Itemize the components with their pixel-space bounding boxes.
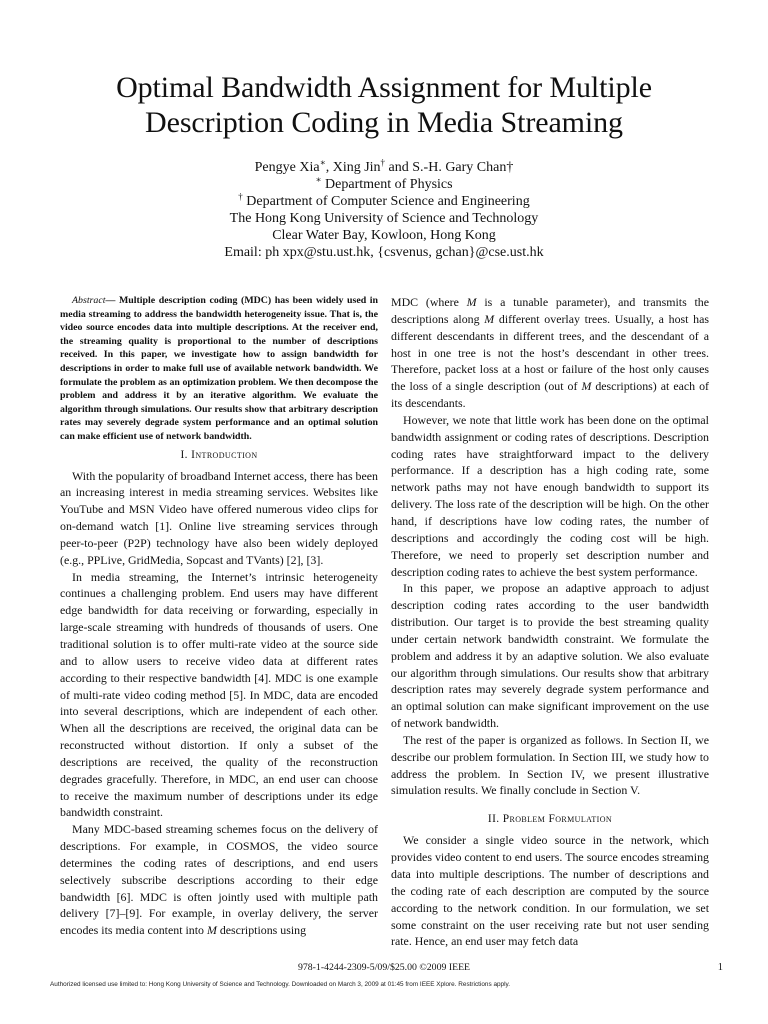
intro-paragraph-6: The rest of the paper is organized as follows. In Section II, we describe our problem formulation. In Section III, we study how to address the problem. In Section IV, we present illustrative simulation results. We finally conclude in Section V. — [391, 732, 709, 798]
affiliation-address: Clear Water Bay, Kowloon, Hong Kong — [272, 228, 496, 243]
affiliation-physics: ∗ Department of Physics — [315, 174, 453, 192]
intro-paragraph-5: In this paper, we propose an adaptive approach to adjust description coding rates according to the user bandwidth distribution. Our target is to provide the best streaming quality under certain network bandwidth constraint. We formulate the problem and address it by an adaptive solution. We also evaluate our algorithm through simulations. Our results show that arbitrary description rates may severely degrade system performance and an optimal solution can make significant improvement on the use of network bandwidth. — [391, 581, 709, 731]
title-line-1: Optimal Bandwidth Assignment for Multiple — [116, 71, 652, 104]
left-column — [60, 294, 378, 939]
section-heading-introduction: I. Introduction — [180, 448, 258, 461]
intro-paragraph-3-continued: MDC (where M is a tunable parameter), and transmits the descriptions along M different overlay trees. Usually, a host has different descendants in different trees, and the descendant of a host in one tree is not the host’s descendant in other trees. Therefore, packet loss at a host or failure of the host only causes the loss of a single description (out of M descriptions) at each of its descendants. — [391, 295, 709, 411]
affiliation-university: The Hong Kong University of Science and Technology — [229, 211, 539, 226]
author-names: Pengye Xia∗, Xing Jin† and S.-H. Gary Chan† — [254, 157, 514, 175]
copyright-footer: 978-1-4244-2309-5/09/$25.00 ©2009 IEEE — [297, 962, 471, 973]
abstract: Abstract— Multiple description coding (MDC) has been widely used in media streaming to address the bandwidth heterogeneity issue. That is, the video source encodes data into multiple descriptions. At the receiver end, the streaming quality is proportional to the number of descriptions received. In this paper, we investigate how to assign bandwidth for descriptions in order to make full use of available network bandwidth. We formulate the problem as an optimization problem. We then decompose the problem and address it by an iterative algorithm. We evaluate the algorithm through simulations. Our results show that arbitrary description rates may severely degrade system performance and an optimal solution can make efficient use of network bandwidth. — [60, 295, 379, 442]
paper-title — [60, 70, 708, 140]
intro-paragraph-3: Many MDC-based streaming schemes focus on the delivery of descriptions. For example, in COSMOS, the video source determines the coding rates of descriptions, and end users selectively subscribe descriptions according to their edge bandwidth [6]. MDC is often jointly used with multiple path delivery [7]–[9]. For example, in overlay delivery, the server encodes its media content into M descriptions using — [60, 822, 378, 938]
formulation-paragraph-1: We consider a single video source in the network, which provides video content to end users. The source encodes streaming data into multiple descriptions. The number of descriptions and the coding rate of each description are computed by the source according to the network condition. In our formulation, we set some constraint on the user receiving rate but not user sending rate. Hence, an end user may fetch data — [391, 833, 709, 949]
author-email: Email: ph xpx@stu.ust.hk, {csvenus, gchan}@cse.ust.hk — [224, 245, 544, 260]
title-line-2: Description Coding in Media Streaming — [145, 106, 623, 139]
author-block — [110, 159, 658, 261]
intro-paragraph-4: However, we note that little work has been done on the optimal bandwidth assignment or coding rates of descriptions. Description coding rates have straightforward impact to the delivery performance. If a description has a high coding rate, some network paths may not have enough bandwidth to support its delivery. The loss rate of the description will be high. On the other hand, if descriptions have low coding rates, the number of descriptions and accordingly the coding cost will be high. Therefore, we need to properly set description number and description coding rates to achieve the best system performance. — [391, 412, 709, 579]
section-heading-problem-formulation: II. Problem Formulation — [487, 813, 613, 826]
page-number: 1 — [717, 962, 723, 973]
intro-paragraph-1: With the popularity of broadband Internet access, there has been an increasing interest in media streaming services. Websites like YouTube and MSN Video have offered numerous video clips for on-demand watch [1]. Online live streaming services through peer-to-peer (P2P) technology have also been widely deployed (e.g., PPLive, GridMedia, Sopcast and TVants) [2], [3]. — [60, 468, 378, 567]
affiliation-cse: † Department of Computer Science and Engineering — [238, 191, 530, 209]
intro-paragraph-2: In media streaming, the Internet’s intrinsic heterogeneity continues a challenging problem. End users may have different edge bandwidth for data receiving or forwarding, especially in large-scale streaming with hundreds of thousands of users. One traditional solution is to offer multi-rate video at the source side and to allow users to receive video data at different rates according to their respective bandwidth [4]. MDC is one example of multi-rate video coding method [5]. In MDC, data are encoded into several descriptions, which are independent of each other. When all the descriptions are received, the original data can be reconstructed without distortion. If only a subset of the descriptions are received, the quality of the reconstruction degrades gracefully. Therefore, in MDC, an end user can choose to receive the maximum number of descriptions under its edge bandwidth constraint. — [60, 569, 378, 820]
right-column — [391, 294, 709, 950]
license-note: Authorized licensed use limited to: Hong Kong University of Science and Technology. Downloaded on March 3, 2009 at 01:45 from IEEE Xplore. Restrictions apply. — [50, 981, 511, 988]
